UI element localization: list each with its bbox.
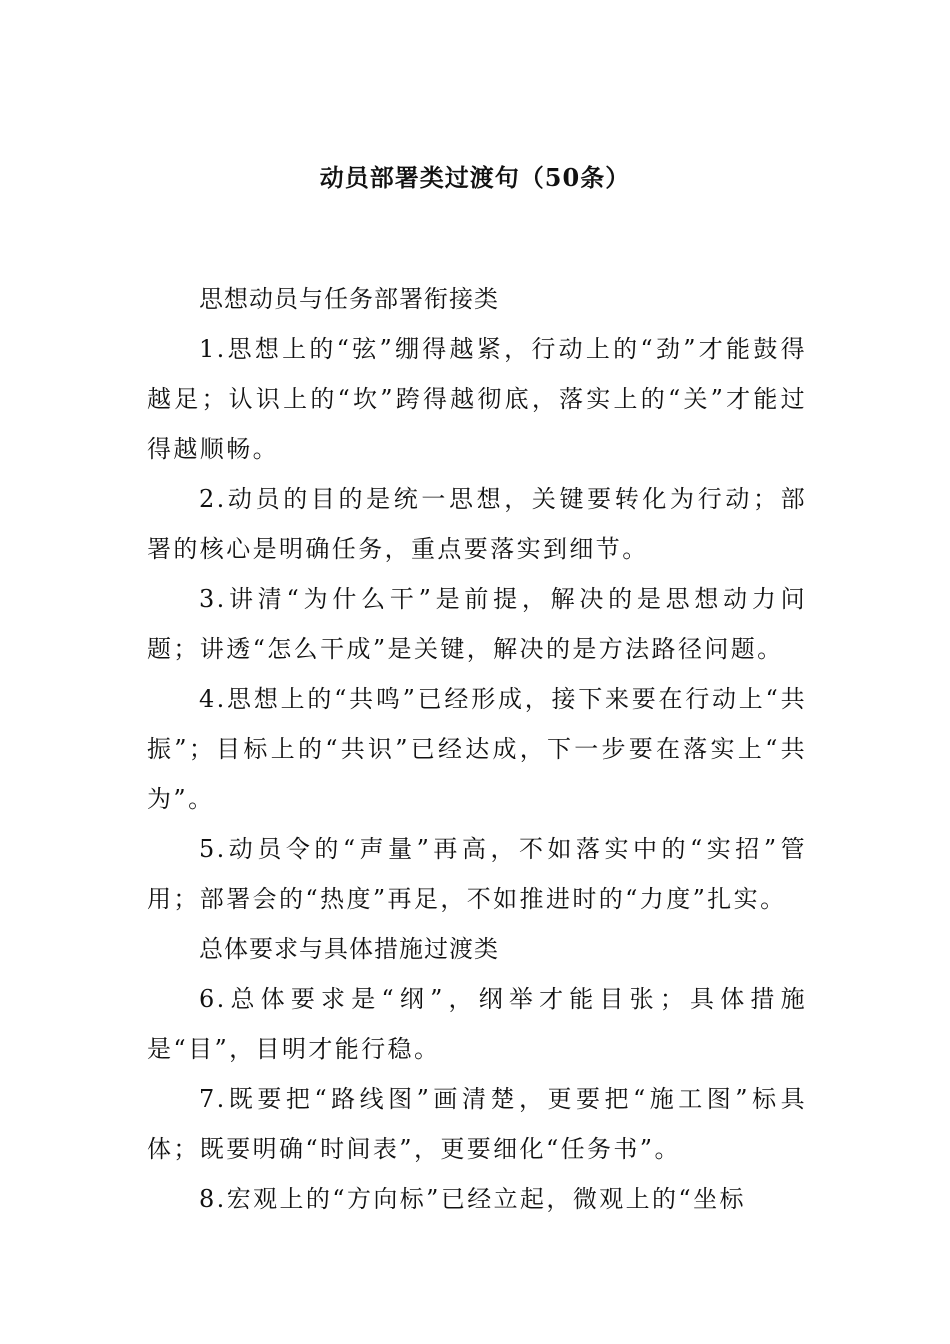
list-item: 3.讲清“为什么干”是前提，解决的是思想动力问题；讲透“怎么干成”是关键，解决的是方法路径问题。 [147, 585, 807, 663]
section-heading: 总体要求与具体措施过渡类 [199, 935, 499, 963]
list-item: 1.思想上的“弦”绷得越紧，行动上的“劲”才能鼓得越足；认识上的“坎”跨得越彻底，落实上的“关”才能过得越顺畅。 [147, 335, 807, 463]
document-title: 动员部署类过渡句（50条） [319, 163, 631, 192]
list-item: 5.动员令的“声量”再高，不如落实中的“实招”管用；部署会的“热度”再足，不如推进时的“力度”扎实。 [147, 835, 807, 913]
list-item: 2.动员的目的是统一思想，关键要转化为行动；部署的核心是明确任务，重点要落实到细节。 [147, 485, 807, 563]
list-item: 6.总体要求是“纲”，纲举才能目张；具体措施是“目”，目明才能行稳。 [147, 985, 807, 1063]
list-item: 7.既要把“路线图”画清楚，更要把“施工图”标具体；既要明确“时间表”，更要细化“任务书”。 [147, 1085, 807, 1163]
document-body [147, 274, 807, 1224]
section-heading: 思想动员与任务部署衔接类 [199, 285, 499, 313]
list-item: 4.思想上的“共鸣”已经形成，接下来要在行动上“共振”；目标上的“共识”已经达成，下一步要在落实上“共为”。 [147, 685, 807, 813]
list-item: 8.宏观上的“方向标”已经立起，微观上的“坐标 [199, 1185, 746, 1213]
